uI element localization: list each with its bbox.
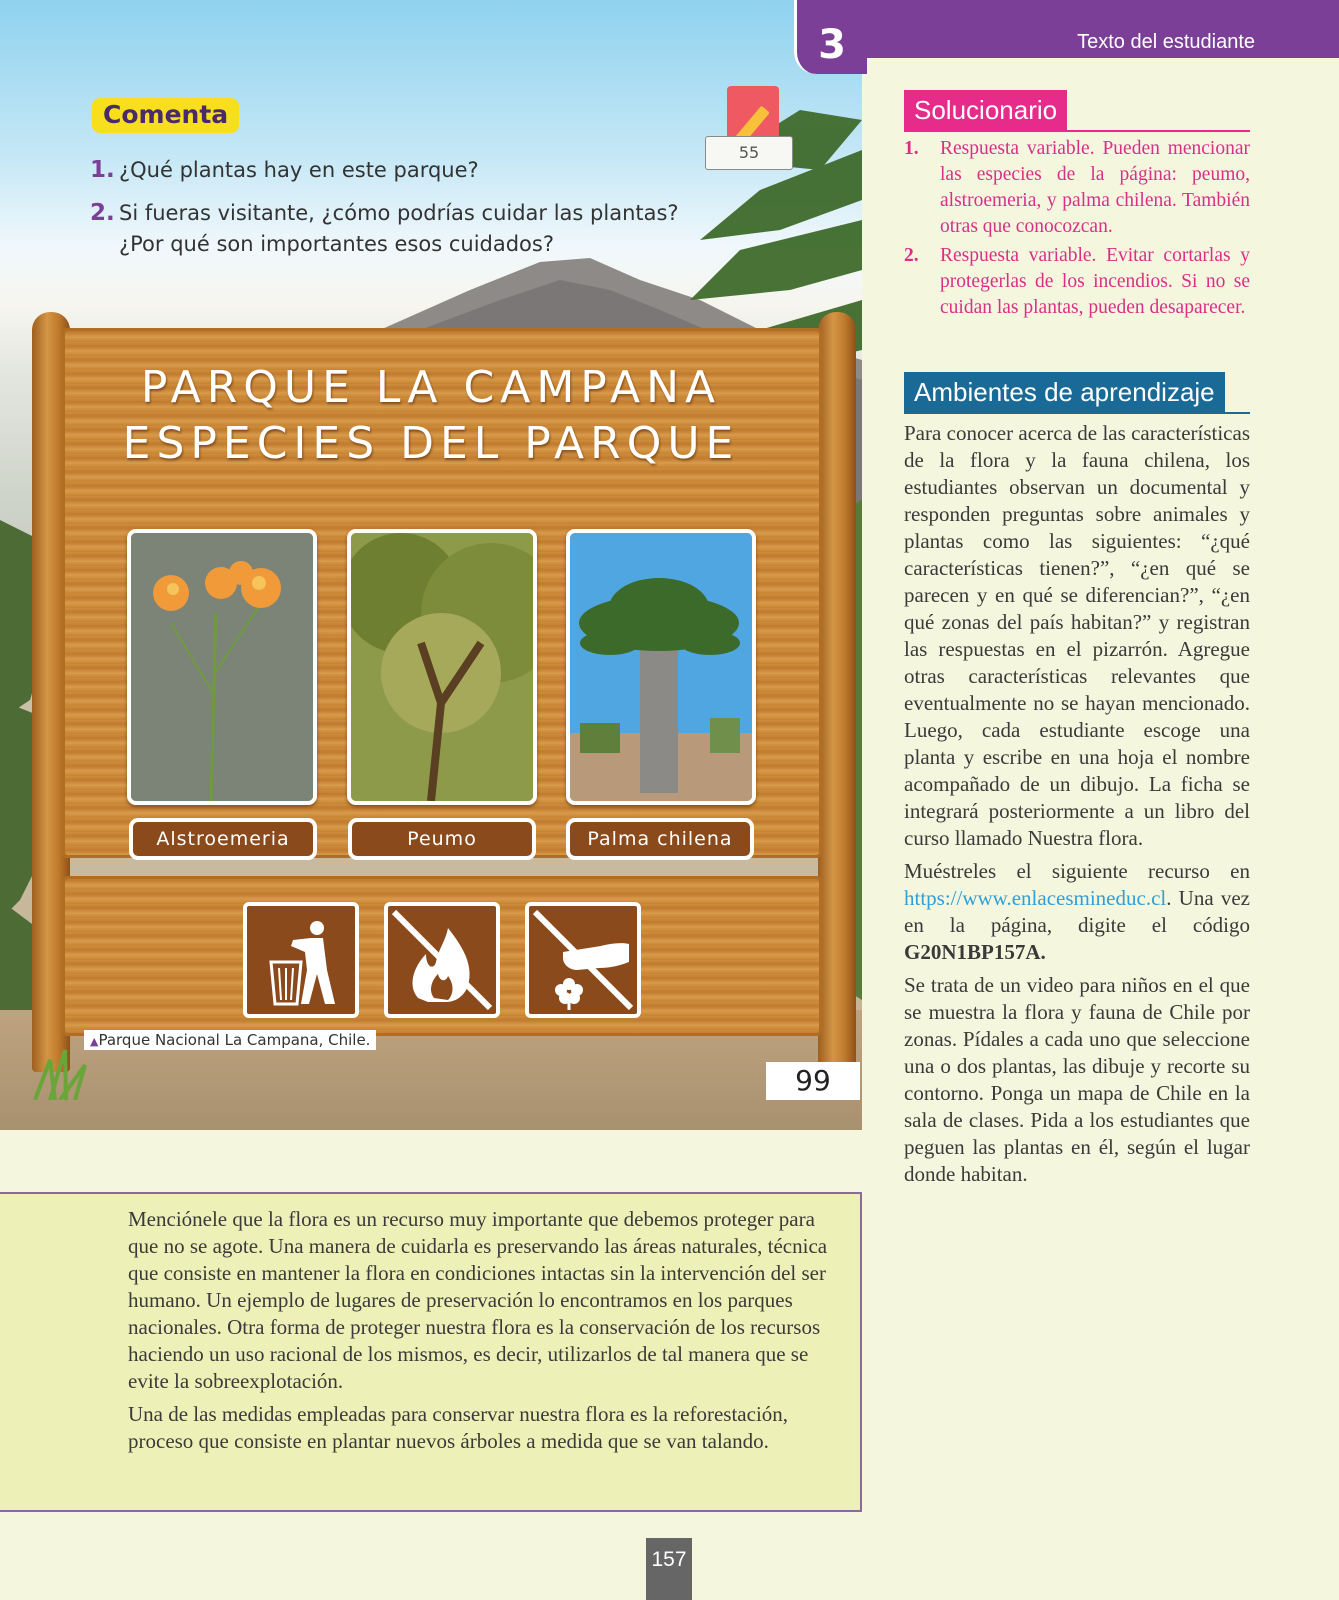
resource-code: G20N1BP157A. [904,940,1046,964]
caption-text: Parque Nacional La Campana, Chile. [98,1031,371,1049]
ambientes-title: Ambientes de aprendizaje [904,372,1225,412]
comenta-badge: Comenta [92,98,239,133]
item-text: Respuesta variable. Evitar cortarlas y protegerlas de los incendios. Si no se cuidan las plantas, pueden desaparecer. [940,245,1250,318]
solucionario-list [904,136,1250,324]
question-number: 1. [90,157,115,183]
paragraph-text: . Una vez en la página, digite el código [904,886,1250,937]
resource-link[interactable]: https://www.enlacesmineduc.cl [904,886,1167,910]
triangle-marker-icon: ▲ [90,1035,99,1048]
photo-peumo [347,529,537,805]
ambientes-heading [904,372,1250,414]
palma-chilena-image [570,533,752,801]
grass-tuft [30,1040,90,1100]
item-text: Respuesta variable. Pueden mencionar las especies de la página: peumo, alstroemeria, y palma chilena. También otras que conocozcan. [940,138,1250,237]
ambientes-paragraph-1: Para conocer acerca de las características de la flora y la fauna chilena, los estudiantes observan un documental y responden preguntas sobre animales y plantas como las siguientes: “¿qué características tienen?”, “¿en qué se parecen y en qué se diferencian?”, “¿en qué zonas del país habitan?” y registran las respuestas en el pizarrón. Agregue otras características relevantes que eventualmente no se hayan mencionado. Luego, cada estudiante escoge una planta y escribe en una hoja el nombre acompañado de un dibujo. La ficha se integrará posteriormente a un libro del curso llamado Nuestra flora. [904,421,1250,850]
note-paragraph-2: Una de las medidas empleadas para conservar nuestra flora es la reforestación, proceso que consiste en plantar nuevos árboles a medida que se van talando. [128,1402,789,1453]
no-picking-flowers-icon [525,902,641,1018]
photo-palma-chilena [566,529,756,805]
solucionario-title: Solucionario [904,90,1067,130]
paragraph-text: Muéstreles el siguiente recurso en [904,859,1250,883]
item-number: 1. [904,138,919,159]
sign-title-line-2: ESPECIES DEL PARQUE [122,418,740,469]
question-number: 2. [90,200,115,226]
peumo-image [351,533,533,801]
question-text: ¿Qué plantas hay en este parque? [119,158,479,182]
plant-label-peumo: Peumo [348,818,536,860]
teacher-note-text [128,1206,848,1461]
solucionario-heading [904,90,1250,132]
ambientes-body [904,420,1250,1194]
park-illustration [0,0,862,1130]
question-text: Si fueras visitante, ¿cómo podrías cuidar las plantas? ¿Por qué son importantes esos cuidados? [119,201,679,256]
header-section-label: Texto del estudiante [1077,31,1255,53]
sign-title-line-1: PARQUE LA CAMPANA [140,362,722,413]
activity-number: 55 [705,136,793,170]
question-2 [90,198,710,260]
item-number: 2. [904,245,919,266]
plant-label-alstroemeria: Alstroemeria [129,818,317,860]
notebook-activity [704,84,792,174]
photo-alstroemeria [127,529,317,805]
alstroemeria-image [131,533,313,801]
plant-label-palma-chilena: Palma chilena [566,818,754,860]
ambientes-paragraph-2 [904,858,1250,966]
question-1 [90,155,690,186]
page-folio: 157 [646,1538,692,1600]
student-page-number: 99 [766,1062,860,1100]
header-bar [862,0,1339,58]
ambientes-paragraph-3: Se trata de un video para niños en el que se muestra la flora y fauna de Chile por zonas. Pídales a cada uno que seleccione una o dos plantas, las dibuje y recorte su contorno. Ponga un mapa de Chile en la sala de clases. Pida a los estudiantes que peguen las plantas en él, según el lugar donde habitan. [904,973,1250,1186]
trash-bin-icon [243,902,359,1018]
list-item [904,136,1250,240]
list-item [904,243,1250,321]
chapter-number-tab: 3 [794,0,867,74]
note-paragraph-1: Menciónele que la flora es un recurso muy importante que debemos proteger para que no se agote. Una manera de cuidarla es preservando las áreas naturales, técnica que consiste en mantener la flora en condiciones intactas sin la intervención del ser humano. Un ejemplo de lugares de preservación lo encontramos en los parques nacionales. Otra forma de proteger nuestra flora es la conservación de los recursos haciendo un uso racional de los mismos, es decir, utilizarlos de tal manera que se evite la sobreexplotación. [128,1207,828,1393]
photo-caption [84,1030,376,1050]
no-fire-icon [384,902,500,1018]
teacher-note-box [0,1192,862,1512]
